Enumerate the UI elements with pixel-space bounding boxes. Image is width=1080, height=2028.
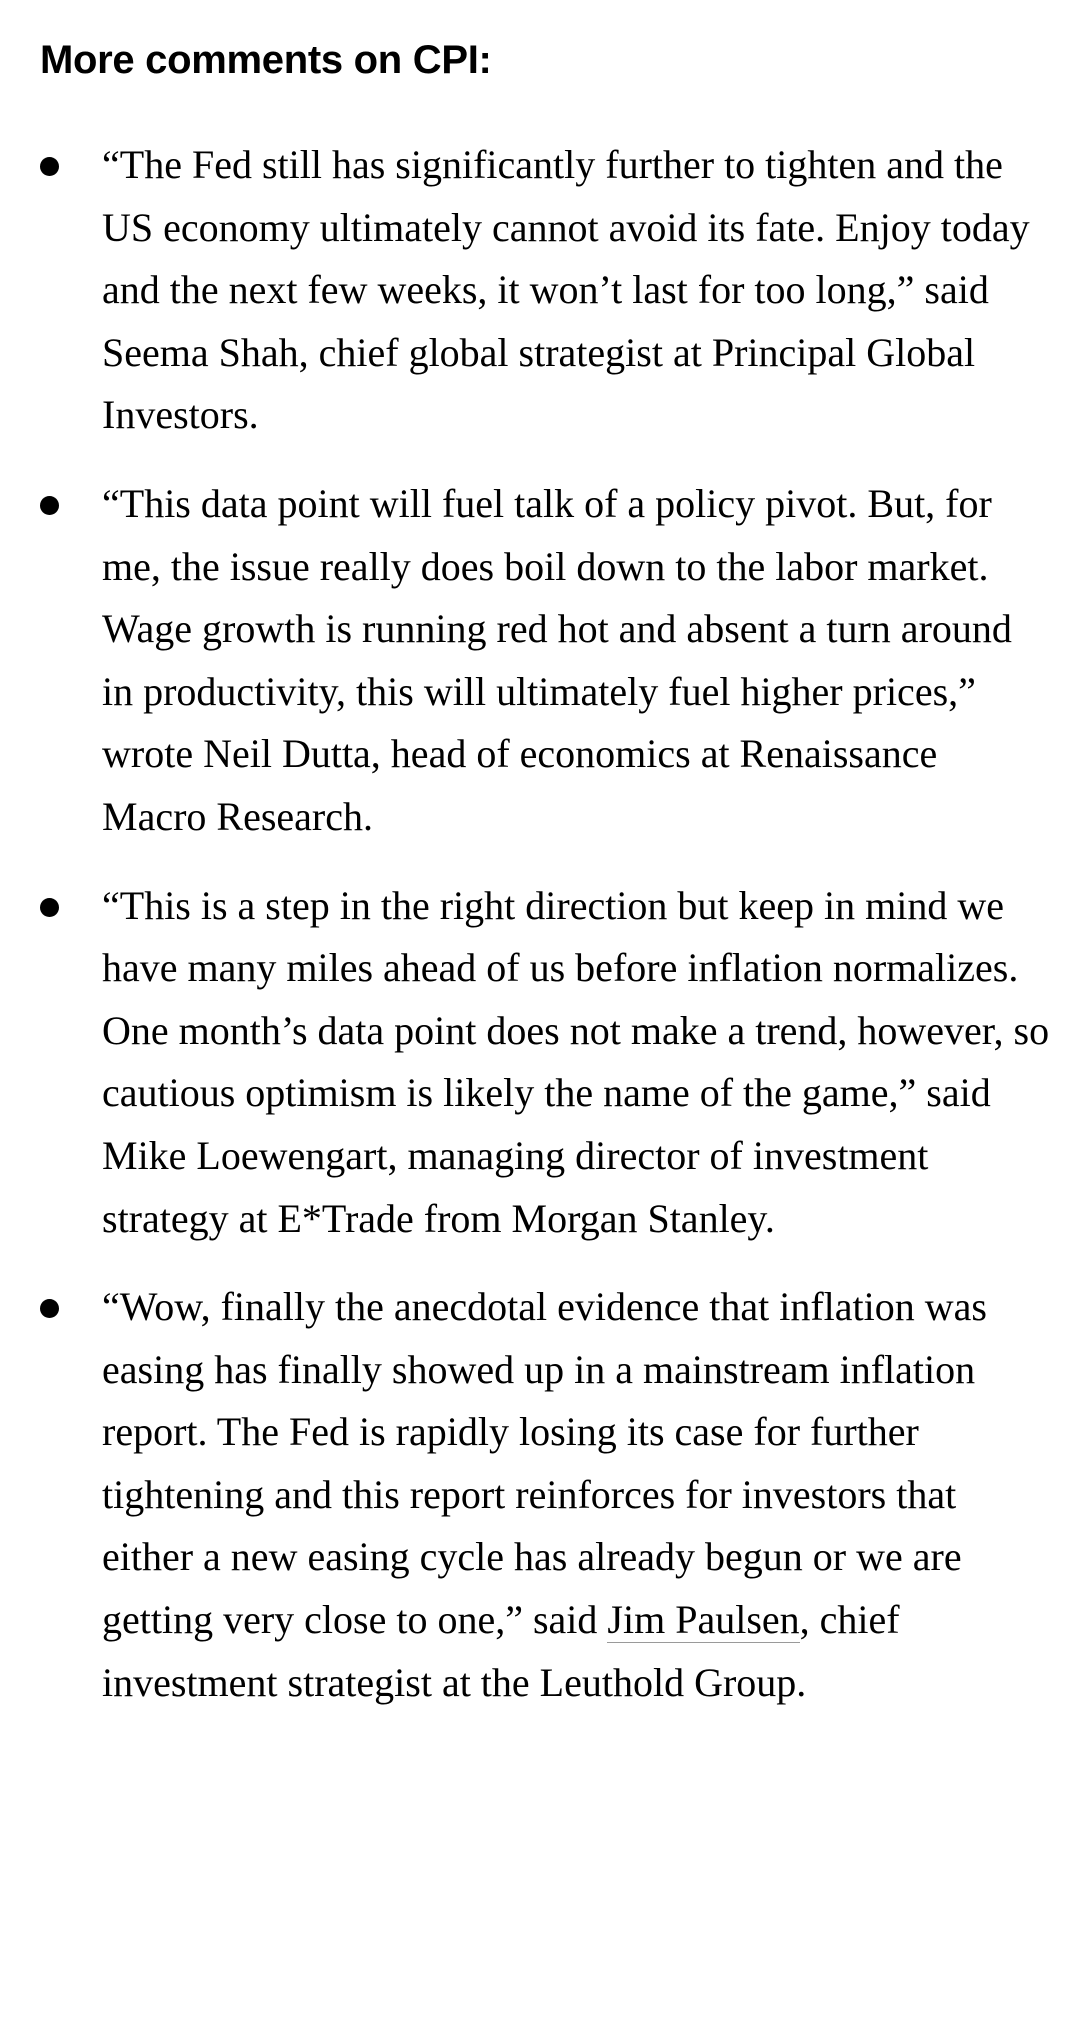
list-item <box>40 473 1050 849</box>
list-item <box>40 1276 1050 1714</box>
quote-text-after-link: , chief investment strategist at the Leuthold Group. <box>102 1597 900 1705</box>
quote-text: “This is a step in the right direction but keep in mind we have many miles ahead of us before inflation normalizes. One month’s data point does not make a trend, however, so cautious optimism is likely the name of the game,” said Mike Loewengart, managing director of investment strategy at E*Trade from Morgan Stanley. <box>102 882 1050 1241</box>
section-heading: More comments on CPI: <box>40 38 492 82</box>
quote-text: “This data point will fuel talk of a policy pivot. But, for me, the issue really does boil down to the labor market. Wage growth is running red hot and absent a turn around in productivity, this will ultimately fuel higher prices,” wrote Neil Dutta, head of economics at Renaissance Macro Research. <box>102 480 1012 839</box>
bullet-icon <box>40 1299 59 1318</box>
quotes-list <box>40 134 1050 1714</box>
bullet-icon <box>40 157 59 176</box>
article-body <box>0 36 1080 1714</box>
bullet-icon <box>40 496 59 515</box>
jim-paulsen-link[interactable]: Jim Paulsen <box>607 1597 800 1643</box>
quote-text-before-link: “Wow, finally the anecdotal evidence that inflation was easing has finally showed up in a mainstream inflation report. The Fed is rapidly losing its case for further tightening and this report reinforces for investors that either a new easing cycle has already begun or we are getting very close to one,” said <box>102 1284 987 1643</box>
bullet-icon <box>40 898 59 917</box>
list-item <box>40 134 1050 447</box>
quote-text: “The Fed still has significantly further to tighten and the US economy ultimately cannot avoid its fate. Enjoy today and the next few weeks, it won’t last for too long,” said Seema Shah, chief global strategist at Principal Global Investors. <box>102 142 1030 438</box>
list-item <box>40 875 1050 1251</box>
